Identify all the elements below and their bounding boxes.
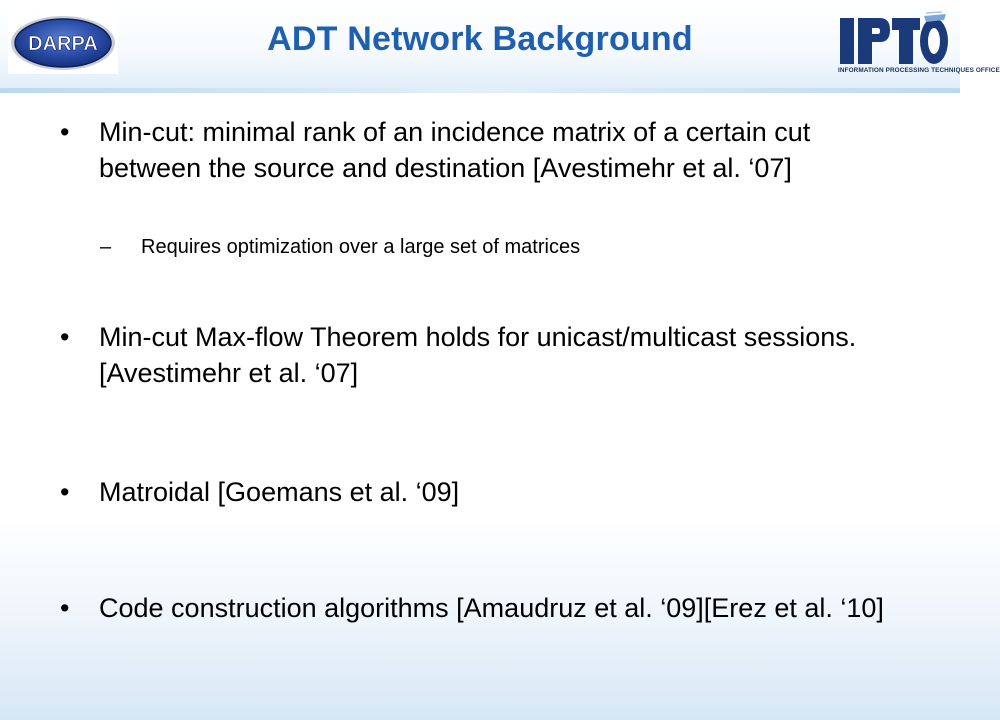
bullet-marker: • — [60, 477, 70, 507]
bullet-marker: • — [60, 322, 70, 352]
header-divider — [0, 88, 960, 93]
bullet-text: Min-cut: minimal rank of an incidence matrix of a certain cut between the source and destination [Avestimehr et al. ‘07] — [99, 117, 811, 183]
bullet-text: Matroidal [Goemans et al. ‘09] — [99, 477, 460, 507]
darpa-logo-text: DARPA — [28, 33, 98, 55]
bullet-marker: • — [60, 117, 70, 147]
page-title: ADT Network Background — [267, 20, 693, 58]
bullet-text: Min-cut Max-flow Theorem holds for unicast/multicast sessions. [Avestimehr et al. ‘07] — [99, 322, 857, 388]
sub-bullet-text: Requires optimization over a large set of matrices — [141, 236, 581, 258]
bullet-marker: • — [60, 593, 70, 623]
ipto-subtitle: INFORMATION PROCESSING TECHNIQUES OFFICE — [838, 67, 1000, 74]
sub-bullet-marker: – — [100, 236, 112, 258]
bullet-text: Code construction algorithms [Amaudruz et al. ‘09][Erez et al. ‘10] — [99, 593, 884, 623]
